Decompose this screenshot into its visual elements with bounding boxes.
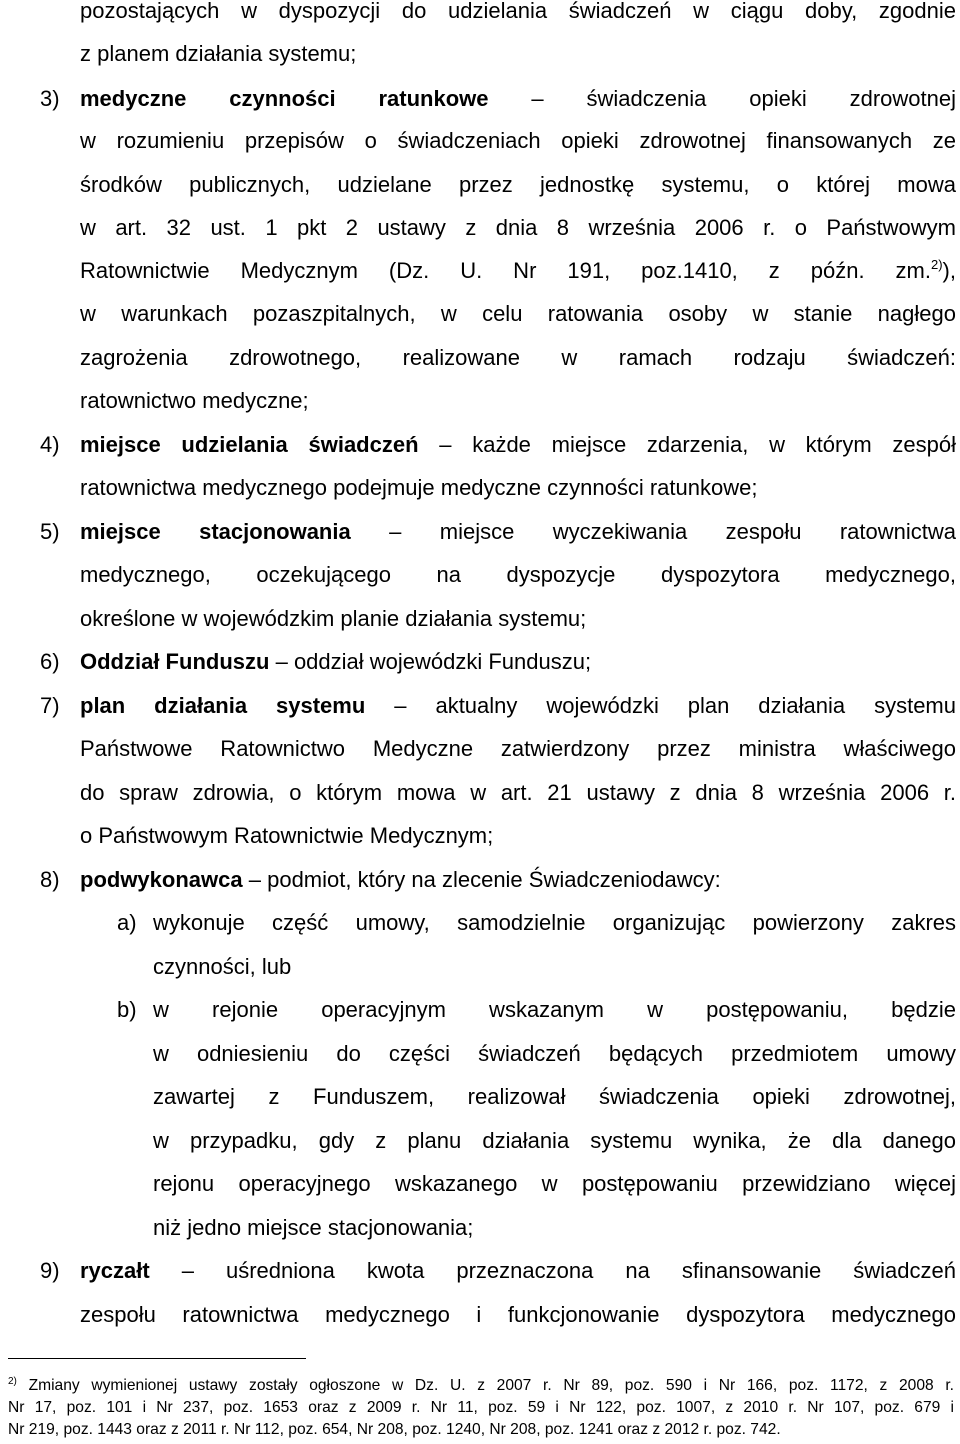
item-4-definition-start: każde miejsce zdarzenia, w którym zespół xyxy=(472,432,956,457)
item-7-line-4: o Państwowym Ratownictwie Medycznym; xyxy=(80,823,494,848)
item-6-line-1 xyxy=(80,647,591,677)
item-8b-line-5: rejonu operacyjnego wskazanego w postępowaniu przewidziano więcej xyxy=(153,1171,956,1196)
item-7-dash: – xyxy=(394,693,407,718)
item-9-number: 9) xyxy=(40,1258,60,1283)
item-7-number: 7) xyxy=(40,693,60,718)
item-3-line-4: w art. 32 ust. 1 pkt 2 ustawy z dnia 8 września 2006 r. o Państwowym xyxy=(80,215,956,240)
item-7-term: plan działania systemu xyxy=(80,693,366,718)
item-3-number: 3) xyxy=(40,86,60,111)
item-8-definition-start: podmiot, który na zlecenie Świadczeniodawcy: xyxy=(267,867,721,892)
item-7-line-1 xyxy=(80,691,956,721)
item-3-definition-start: świadczenia opieki zdrowotnej xyxy=(586,86,956,111)
item-8b-line-3: zawartej z Funduszem, realizował świadczenia opieki zdrowotnej, xyxy=(153,1084,956,1109)
intro-line-2: z planem działania systemu; xyxy=(80,41,357,66)
item-8b-number: b) xyxy=(117,997,137,1022)
item-5-line-2: medycznego, oczekującego na dyspozycje dyspozytora medycznego, xyxy=(80,562,956,587)
item-8-number: 8) xyxy=(40,867,60,892)
item-3-line-5 xyxy=(80,256,956,286)
item-4-number: 4) xyxy=(40,432,60,457)
item-4-line-1 xyxy=(80,430,956,460)
item-8-line-1 xyxy=(80,865,721,895)
item-8b-line-4: w przypadku, gdy z planu działania systemu wynika, że dla danego xyxy=(153,1128,956,1153)
item-6-definition: oddział wojewódzki Funduszu; xyxy=(293,649,592,674)
footnote-separator xyxy=(8,1358,306,1359)
footnote-line-3: Nr 219, poz. 1443 oraz z 2011 r. Nr 112, poz. 654, Nr 208, poz. 1240, Nr 208, poz. 1241 oraz z 2012 r. poz. 742. xyxy=(8,1421,781,1438)
footnote-line-1 xyxy=(8,1375,954,1396)
item-5-line-1 xyxy=(80,517,956,547)
item-9-line-1 xyxy=(80,1256,956,1286)
item-3-line-5-text: Ratownictwie Medycznym (Dz. U. Nr 191, poz.1410, z późn. zm. xyxy=(80,258,931,283)
item-3-term: medyczne czynności ratunkowe xyxy=(80,86,489,111)
item-4-line-2: ratownictwa medycznego podejmuje medyczne czynności ratunkowe; xyxy=(80,475,758,500)
item-5-line-3: określone w wojewódzkim planie działania systemu; xyxy=(80,606,587,631)
item-8b-line-6: niż jedno miejsce stacjonowania; xyxy=(153,1215,474,1240)
item-3-line-5-end: ), xyxy=(942,258,956,283)
item-9-dash: – xyxy=(181,1258,194,1283)
item-3-line-1 xyxy=(80,84,956,114)
item-7-line-2: Państwowe Ratownictwo Medyczne zatwierdzony przez ministra właściwego xyxy=(80,736,956,761)
item-5-dash: – xyxy=(389,519,402,544)
intro-line-1: pozostających w dyspozycji do udzielania świadczeń w ciągu doby, zgodnie xyxy=(80,0,956,23)
item-9-definition-start: uśredniona kwota przeznaczona na sfinansowanie świadczeń xyxy=(226,1258,956,1283)
footnote-line-2: Nr 17, poz. 101 i Nr 237, poz. 1653 oraz z 2009 r. Nr 11, poz. 59 i Nr 122, poz. 1007, z 2010 r. Nr 107, poz. 679 i xyxy=(8,1399,954,1416)
item-7-line-3: do spraw zdrowia, o którym mowa w art. 21 ustawy z dnia 8 września 2006 r. xyxy=(80,780,956,805)
item-6-number: 6) xyxy=(40,649,60,674)
item-8a-line-2: czynności, lub xyxy=(153,954,292,979)
footnote-line-1-text: Zmiany wymienionej ustawy zostały ogłoszone w Dz. U. z 2007 r. Nr 89, poz. 590 i Nr 166, poz. 1172, z 2008 r. xyxy=(28,1377,954,1394)
item-8-term: podwykonawca xyxy=(80,867,243,892)
item-6-dash: – xyxy=(275,649,288,674)
footnote-marker: 2) xyxy=(8,1376,17,1387)
item-3-line-7: zagrożenia zdrowotnego, realizowane w ramach rodzaju świadczeń: xyxy=(80,345,956,370)
item-5-definition-start: miejsce wyczekiwania zespołu ratownictwa xyxy=(439,519,957,544)
item-4-dash: – xyxy=(439,432,452,457)
item-9-term: ryczałt xyxy=(80,1258,150,1283)
item-4-term: miejsce udzielania świadczeń xyxy=(80,432,419,457)
item-8a-line-1: wykonuje część umowy, samodzielnie organizując powierzony zakres xyxy=(153,910,956,935)
item-8-dash: – xyxy=(248,867,261,892)
item-5-term: miejsce stacjonowania xyxy=(80,519,351,544)
footnote-ref-2: 2) xyxy=(930,257,943,272)
item-8b-line-1: w rejonie operacyjnym wskazanym w postępowaniu, będzie xyxy=(153,997,956,1022)
item-3-line-3: środków publicznych, udzielane przez jednostkę systemu, o której mowa xyxy=(80,172,956,197)
item-9-line-2: zespołu ratownictwa medycznego i funkcjonowanie dyspozytora medycznego xyxy=(80,1302,956,1327)
item-8b-line-2: w odniesieniu do części świadczeń będących przedmiotem umowy xyxy=(153,1041,956,1066)
item-3-dash: – xyxy=(531,86,544,111)
item-8a-number: a) xyxy=(117,910,137,935)
item-3-line-8: ratownictwo medyczne; xyxy=(80,388,309,413)
item-7-definition-start: aktualny wojewódzki plan działania systemu xyxy=(435,693,956,718)
item-5-number: 5) xyxy=(40,519,60,544)
item-3-line-2: w rozumieniu przepisów o świadczeniach opieki zdrowotnej finansowanych ze xyxy=(80,128,956,153)
item-6-term: Oddział Funduszu xyxy=(80,649,270,674)
item-3-line-6: w warunkach pozaszpitalnych, w celu ratowania osoby w stanie nagłego xyxy=(80,301,956,326)
